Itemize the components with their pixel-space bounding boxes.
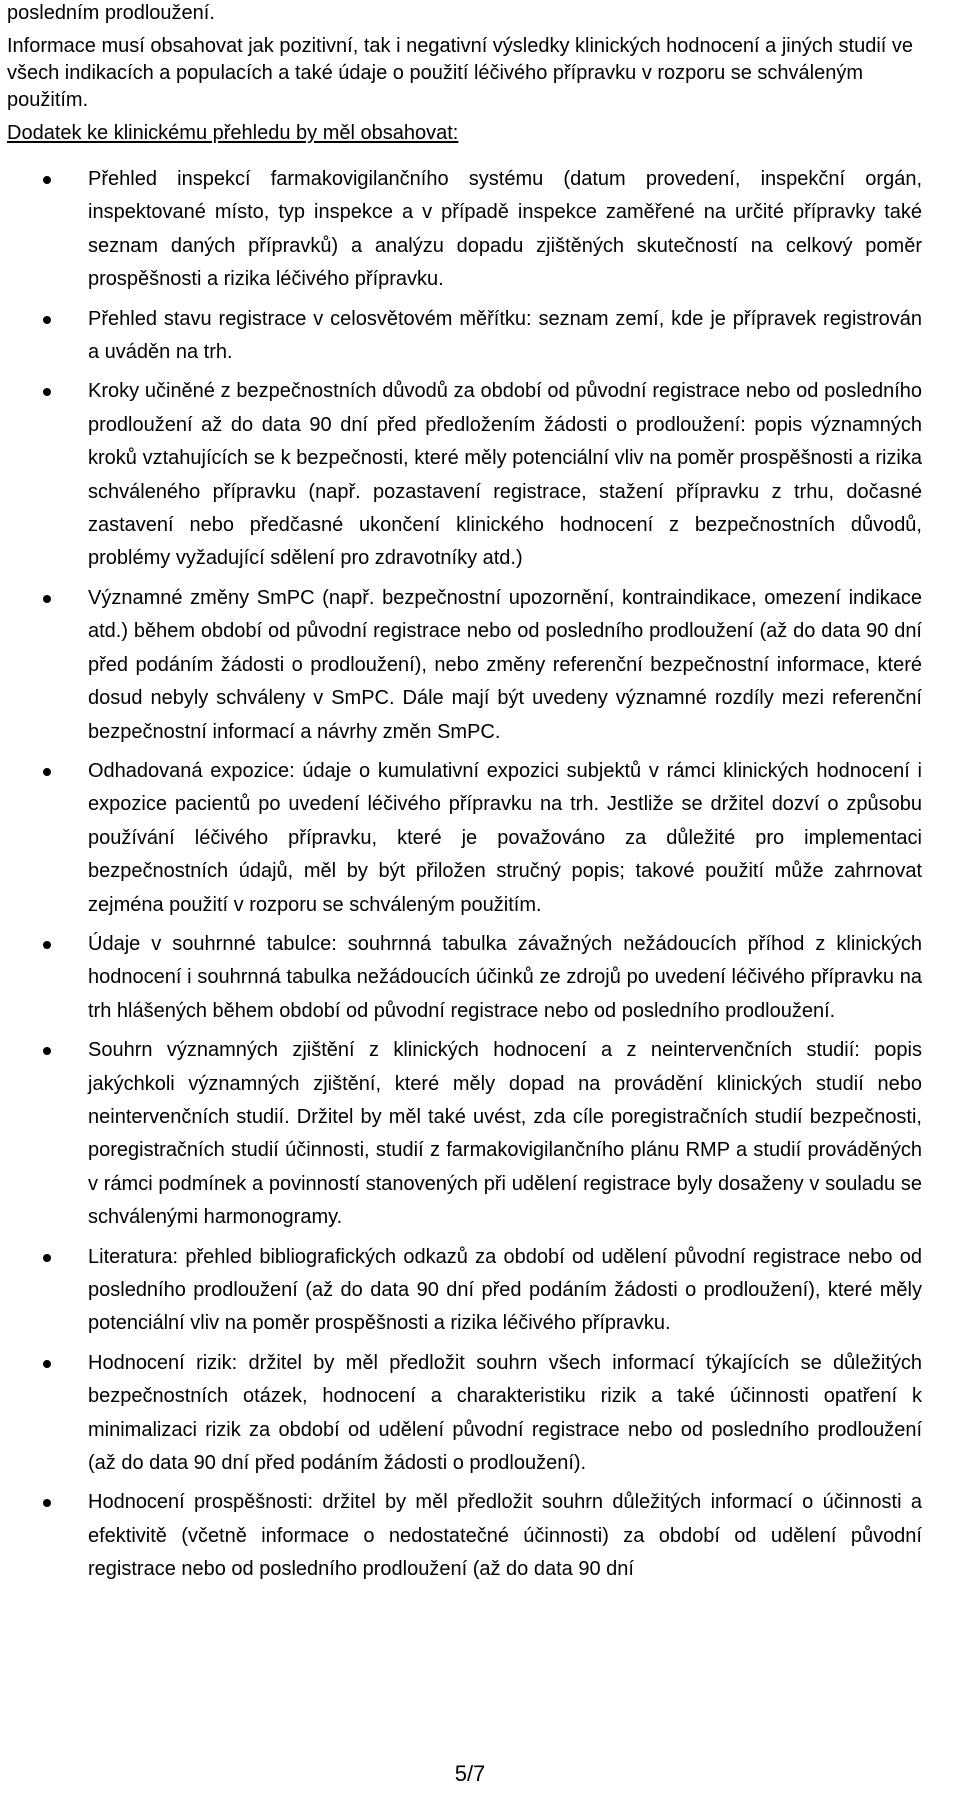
list-item-text: Hodnocení rizik: držitel by měl předložit souhrn všech informací týkajících se důležitých bezpečnostních otázek, hodnocení a charakteristiku rizik a také účinnosti opatření k minimalizaci rizik za období od udělení původní registrace nebo od posledního prodloužení (až do data 90 dní před podáním žádosti o prodloužení).: [88, 1351, 922, 1475]
list-item: [7, 928, 922, 1028]
list-item-text: Hodnocení prospěšnosti: držitel by měl předložit souhrn důležitých informací o účinnosti a efektivitě (včetně informace o nedostatečné účinnosti) za období od udělení původní registrace nebo od posledního prodloužení (až do data 90 dní: [88, 1491, 922, 1581]
list-item: [7, 1241, 922, 1341]
page-number: [0, 1760, 960, 1788]
list-item: [7, 163, 922, 297]
bullet-icon: [43, 1499, 51, 1507]
section-heading: Dodatek ke klinickému přehledu by měl obsahovat:: [7, 122, 459, 144]
list-item-text: Údaje v souhrnné tabulce: souhrnná tabulka závažných nežádoucích příhod z klinických hodnocení i souhrnná tabulka nežádoucích účinků ze zdrojů po uvedení léčivého přípravku na trh hlášených během období od původní registrace nebo od posledního prodloužení.: [88, 932, 922, 1022]
lead-text: posledním prodloužení.: [7, 2, 215, 24]
bullet-icon: [43, 941, 51, 949]
list-item: [7, 375, 922, 575]
bullet-icon: [43, 1047, 51, 1055]
bullet-icon: [43, 1360, 51, 1368]
page-number-text: 5/7: [454, 1761, 486, 1786]
list-item-text: Souhrn významných zjištění z klinických hodnocení a z neintervenčních studií: popis jakýchkoli významných zjištění, které měly dopad na provádění klinických studií nebo neintervenčních studií. Držitel by měl také uvést, zda cíle poregistračních studií bezpečnosti, poregistračních studií účinnosti, studií z farmakovigilančního plánu RMP a studií prováděných v rámci podmínek a povinností stanovených při udělení registrace byly dosaženy v souladu se schválenými harmonogramy.: [88, 1039, 922, 1229]
list-item-text: Významné změny SmPC (např. bezpečnostní upozornění, kontraindikace, omezení indikace atd.) během období od původní registrace nebo od posledního prodloužení (až do data 90 dní před podáním žádosti o prodloužení), nebo změny referenční bezpečnostní informace, které dosud nebyly schváleny v SmPC. Dále mají být uvedeny významné rozdíly mezi referenční bezpečnostní informací a návrhy změn SmPC.: [88, 586, 922, 743]
bullet-icon: [43, 388, 51, 396]
bullet-icon: [43, 595, 51, 603]
list-item: [7, 303, 922, 370]
list-item: [7, 755, 922, 922]
list-item-text: Přehled inspekcí farmakovigilančního systému (datum provedení, inspekční orgán, inspektované místo, typ inspekce a v případě inspekce zaměřené na určité přípravky také seznam daných přípravků) a analýzu dopadu zjištěných skutečností na celkový poměr prospěšnosti a rizika léčivého přípravku.: [88, 168, 922, 291]
bullet-icon: [43, 176, 51, 184]
bullet-icon: [43, 768, 51, 776]
list-item: [7, 1486, 922, 1586]
list-item-text: Přehled stavu registrace v celosvětovém měřítku: seznam zemí, kde je přípravek registrován a uváděn na trh.: [88, 307, 922, 364]
bullet-icon: [43, 1254, 51, 1262]
list-item: [7, 1034, 922, 1234]
bullet-icon: [43, 316, 51, 324]
list-item: [7, 1347, 922, 1481]
bullet-list: [7, 163, 922, 1587]
list-item-text: Kroky učiněné z bezpečnostních důvodů za období od původní registrace nebo od posledního prodloužení až do data 90 dní před předložením žádosti o prodloužení: popis významných kroků vztahujících se k bezpečnosti, které měly potenciální vliv na poměr prospěšnosti a rizika schváleného přípravku (např. pozastavení registrace, stažení přípravku z trhu, dočasné zastavení nebo předčasné ukončení klinického hodnocení z bezpečnostních důvodů, problémy vyžadující sdělení pro zdravotníky atd.): [88, 380, 922, 570]
list-item: [7, 582, 922, 749]
list-item-text: Odhadovaná expozice: údaje o kumulativní expozici subjektů v rámci klinických hodnocení i expozice pacientů po uvedení léčivého přípravku na trh. Jestliže se držitel dozví o způsobu používání léčivého přípravku, které je považováno za důležité pro implementaci bezpečnostních údajů, měl by být přiložen stručný popis; takové použití může zahrnovat zejména použití v rozporu se schváleným použitím.: [88, 759, 922, 916]
list-item-text: Literatura: přehled bibliografických odkazů za období od udělení původní registrace nebo od posledního prodloužení (až do data 90 dní před podáním žádosti o prodloužení), které měly potenciální vliv na poměr prospěšnosti a rizika léčivého přípravku.: [88, 1245, 922, 1335]
intro-paragraph: Informace musí obsahovat jak pozitivní, tak i negativní výsledky klinických hodnocení a jiných studií ve všech indikacích a populacích a také údaje o použití léčivého přípravku v rozporu se schváleným použitím.: [7, 35, 914, 111]
